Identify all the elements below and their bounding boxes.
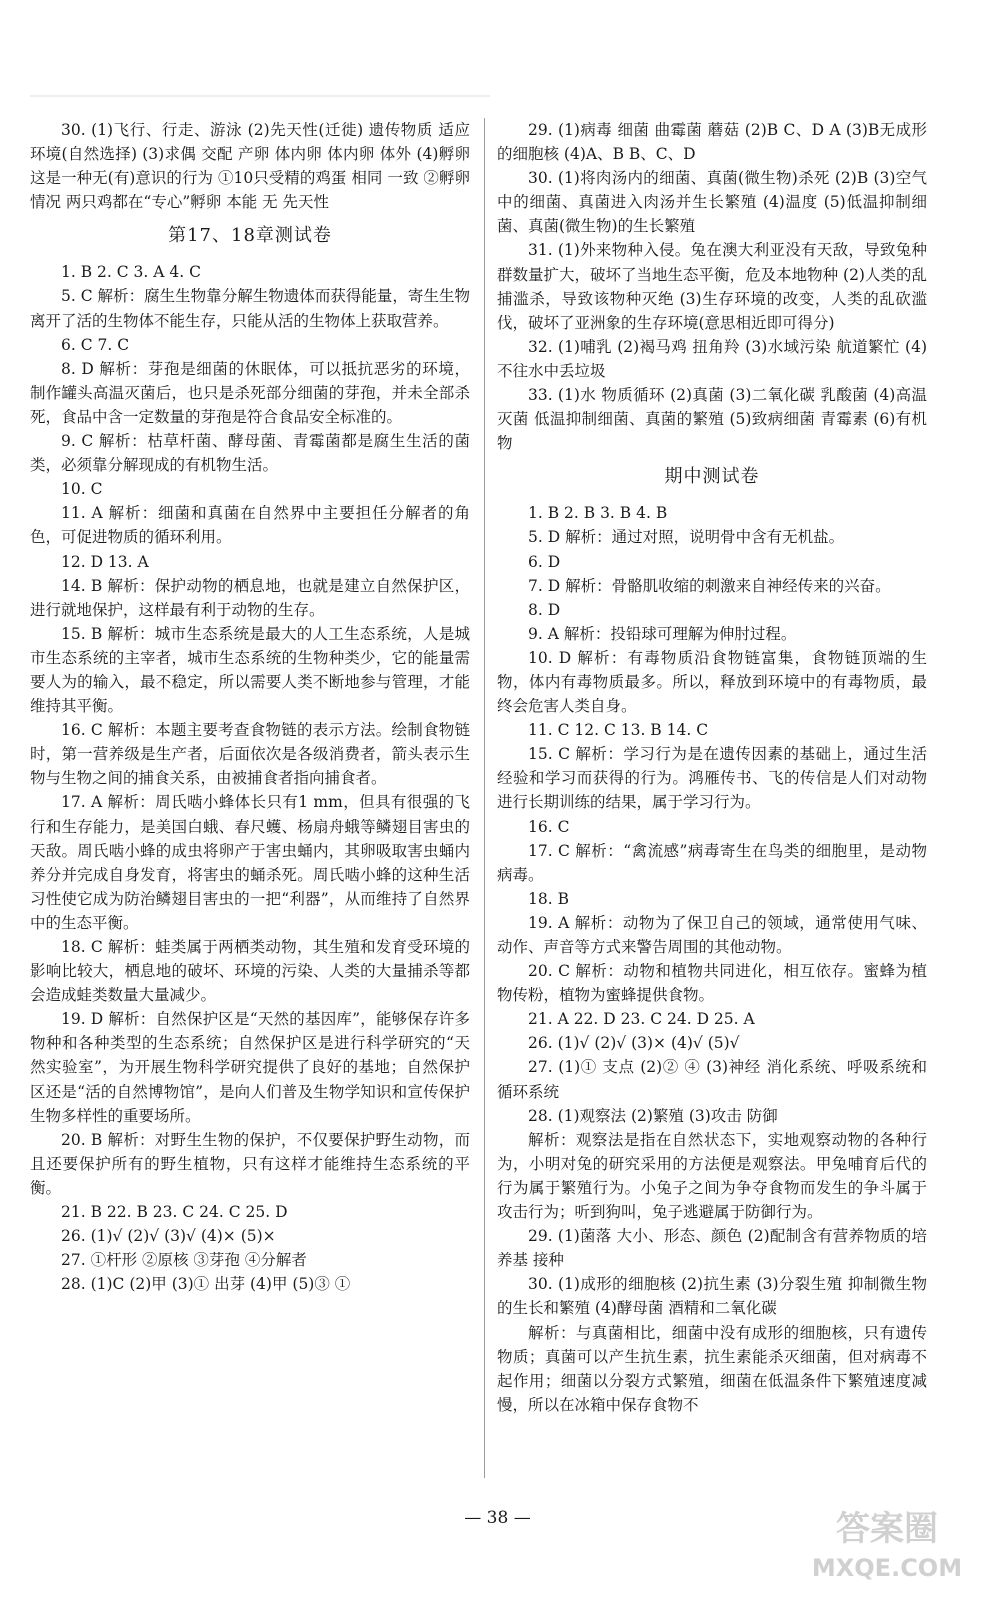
answer-paragraph: 12. D 13. A <box>61 552 149 571</box>
answer-paragraph: 19. D 解析：自然保护区是“天然的基因库”，能够保存许多物种和各种类型的生态系统；自然保护区是进行科学研究的“天然实验室”，为开展生物科学研究提供了良好的基地；自然保护区还是“活的自然博物馆”，是向人们普及生物学知识和宣传保护生物多样性的重要场所。 <box>30 1010 470 1125</box>
answer-paragraph: 11. C 12. C 13. B 14. C <box>528 721 709 740</box>
answer-paragraph: 6. C 7. C <box>61 335 130 354</box>
answer-paragraph: 33. (1)水 物质循环 (2)真菌 (3)二氧化碳 乳酸菌 (4)高温灭菌 低温抑制细菌、真菌的繁殖 (5)致病细菌 青霉素 (6)有机物 <box>497 386 927 453</box>
answer-paragraph: 17. C 解析：“禽流感”病毒寄生在鸟类的细胞里，是动物病毒。 <box>497 841 927 884</box>
answer-paragraph: 5. D 解析：通过对照，说明骨中含有无机盐。 <box>528 528 845 547</box>
answer-paragraph: 9. C 解析：枯草杆菌、酵母菌、青霉菌都是腐生生活的菌类，必须靠分解现成的有机物生活。 <box>30 432 470 475</box>
answer-paragraph: 15. B 解析：城市生态系统是最大的人工生态系统，人是城市生态系统的主宰者，城市生态系统的生物种类少，它的能量需要人为的输入，最不稳定，所以需要人类不断地参与管理，才能维持其平衡。 <box>30 624 470 716</box>
answer-paragraph: 5. C 解析：腐生生物靠分解生物遗体而获得能量，寄生生物离开了活的生物体不能生存，只能从活的生物体上获取营养。 <box>30 287 470 330</box>
answer-paragraph: 20. C 解析：动物和植物共同进化，相互依存。蜜蜂为植物传粉，植物为蜜蜂提供食物。 <box>497 962 927 1005</box>
answer-paragraph: 11. A 解析：细菌和真菌在自然界中主要担任分解者的角色，可促进物质的循环利用。 <box>30 504 470 547</box>
answer-paragraph: 18. C 解析：蛙类属于两栖类动物，其生殖和发育受环境的影响比较大，栖息地的破坏、环境的污染、人类的大量捕杀等都会造成蛙类数量大量减少。 <box>30 938 470 1005</box>
answer-paragraph: 7. D 解析：骨骼肌收缩的刺激来自神经传来的兴奋。 <box>528 576 891 595</box>
answer-paragraph: 15. C 解析：学习行为是在遗传因素的基础上，通过生活经验和学习而获得的行为。鸿雁传书、飞的传信是人们对动物进行长期训练的结果，属于学习行为。 <box>497 745 927 812</box>
answer-paragraph: 29. (1)病毒 细菌 曲霉菌 蘑菇 (2)B C、D A (3)B无成形的细胞核 (4)A、B B、C、D <box>497 121 927 164</box>
answer-paragraph: 31. (1)外来物种入侵。兔在澳大利亚没有天敌，导致兔种群数量扩大，破坏了当地生态平衡，危及本地物种 (2)人类的乱捕滥杀，导致该物种灭绝 (3)生存环境的改变，人类的乱砍滥伐，破坏了亚洲象的生存环境(意思相近即可得分) <box>497 241 927 332</box>
answer-paragraph: 26. (1)√ (2)√ (3)× (4)√ (5)√ <box>528 1034 740 1053</box>
answer-paragraph: 27. (1)① 支点 (2)② ④ (3)神经 消化系统、呼吸系统和循环系统 <box>497 1058 927 1101</box>
answer-paragraph: 28. (1)C (2)甲 (3)① 出芽 (4)甲 (5)③ ① <box>61 1275 351 1294</box>
answer-paragraph: 28. (1)观察法 (2)繁殖 (3)攻击 防御 <box>528 1106 778 1125</box>
answer-paragraph: 6. D <box>528 552 561 571</box>
answer-paragraph: 16. C 解析：本题主要考查食物链的表示方法。绘制食物链时，第一营养级是生产者，后面依次是各级消费者，箭头表示生物与生物之间的捕食关系，由被捕食者指向捕食者。 <box>30 721 470 788</box>
answer-paragraph: 27. ①杆形 ②原核 ③芽孢 ④分解者 <box>61 1251 307 1270</box>
answer-paragraph: 10. C <box>61 480 103 499</box>
answer-paragraph: 30. (1)将肉汤内的细菌、真菌(微生物)杀死 (2)B (3)空气中的细菌、真菌进入肉汤并生长繁殖 (4)温度 (5)低温抑制细菌、真菌(微生物)的生长繁殖 <box>497 169 927 236</box>
answer-paragraph: 1. B 2. C 3. A 4. C <box>61 263 201 282</box>
answer-paragraph: 解析：与真菌相比，细菌中没有成形的细胞核，只有遗传物质；真菌可以产生抗生素，抗生素能杀灭细菌，但对病毒不起作用；细菌以分裂方式繁殖，细菌在低温条件下繁殖速度减慢，所以在冰箱中保存食物不 <box>497 1323 927 1414</box>
scan-artifact-line <box>30 95 490 97</box>
answer-paragraph: 30. (1)飞行、行走、游泳 (2)先天性(迁徙) 遗传物质 适应环境(自然选择) (3)求偶 交配 产卵 体内卵 体内卵 体外 (4)孵卵 这是一种无(有)意识的行为 ①10只受精的鸡蛋 相同 一致 ②孵卵情况 两只鸡都在“专心”孵卵 本能 无 先天性 <box>30 121 470 212</box>
column-divider <box>484 118 485 1478</box>
left-column <box>30 118 470 1296</box>
watermark-logo <box>807 1496 967 1586</box>
answer-paragraph: 29. (1)菌落 大小、形态、颜色 (2)配制含有营养物质的培养基 接种 <box>497 1227 927 1270</box>
answer-paragraph: 14. B 解析：保护动物的栖息地，也就是建立自然保护区，进行就地保护，这样最有利于动物的生存。 <box>30 576 470 619</box>
answer-paragraph: 30. (1)成形的细胞核 (2)抗生素 (3)分裂生殖 抑制微生物的生长和繁殖 (4)酵母菌 酒精和二氧化碳 <box>497 1275 927 1318</box>
answer-paragraph: 21. A 22. D 23. C 24. D 25. A <box>528 1010 755 1029</box>
section-heading: 第17、18章测试卷 <box>168 225 332 247</box>
section-heading: 期中测试卷 <box>664 466 760 488</box>
answer-paragraph: 10. D 解析：有毒物质沿食物链富集，食物链顶端的生物，体内有毒物质最多。所以，释放到环境中的有毒物质，最终会危害人类自身。 <box>497 648 927 716</box>
answer-paragraph: 9. A 解析：投铅球可理解为伸肘过程。 <box>528 624 797 643</box>
right-column <box>497 118 927 1417</box>
answer-paragraph: 17. A 解析：周氏啮小蜂体长只有1 mm，但具有很强的飞行和生存能力，是美国白蛾、春尺蠖、杨扇舟蛾等鳞翅目害虫的天敌。周氏啮小蜂的成虫将卵产于害虫蛹内，其卵吸取害虫蛹内养分并完成自身发育，将害虫的蛹杀死。周氏啮小蜂的这种生活习性使它成为防治鳞翅目害虫的一把“利器”，从而维持了自然界中的生态平衡。 <box>30 793 470 932</box>
answer-paragraph: 19. A 解析：动物为了保卫自己的领域，通常使用气味、动作、声音等方式来警告周围的其他动物。 <box>497 913 927 956</box>
answer-paragraph: 8. D <box>528 600 561 619</box>
answer-paragraph: 20. B 解析：对野生生物的保护，不仅要保护野生动物，而且还要保护所有的野生植物，只有这样才能维持生态系统的平衡。 <box>30 1130 470 1197</box>
watermark-line2: MXQE.COM <box>811 1554 963 1582</box>
answer-paragraph: 21. B 22. B 23. C 24. C 25. D <box>61 1203 288 1222</box>
answer-paragraph: 16. C <box>528 817 570 836</box>
page-number: — 38 — <box>464 1508 531 1528</box>
answer-paragraph: 26. (1)√ (2)√ (3)√ (4)× (5)× <box>61 1227 276 1246</box>
watermark-line1: 答案圈 <box>836 1509 938 1549</box>
answer-paragraph: 解析：观察法是指在自然状态下，实地观察动物的各种行为，小明对兔的研究采用的方法便是观察法。甲兔哺育后代的行为属于繁殖行为。小兔子之间为争夺食物而发生的争斗属于攻击行为；听到狗叫，兔子逃避属于防御行为。 <box>497 1130 927 1222</box>
answer-paragraph: 8. D 解析：芽孢是细菌的休眠体，可以抵抗恶劣的环境，制作罐头高温灭菌后，也只是杀死部分细菌的芽孢，并未全部杀死，食品中含一定数量的芽孢是符合食品安全标准的。 <box>30 359 470 426</box>
answer-paragraph: 32. (1)哺乳 (2)褐马鸡 扭角羚 (3)水域污染 航道繁忙 (4)不往水中丢垃圾 <box>497 337 927 380</box>
answer-paragraph: 18. B <box>528 889 569 908</box>
answer-paragraph: 1. B 2. B 3. B 4. B <box>528 504 668 523</box>
